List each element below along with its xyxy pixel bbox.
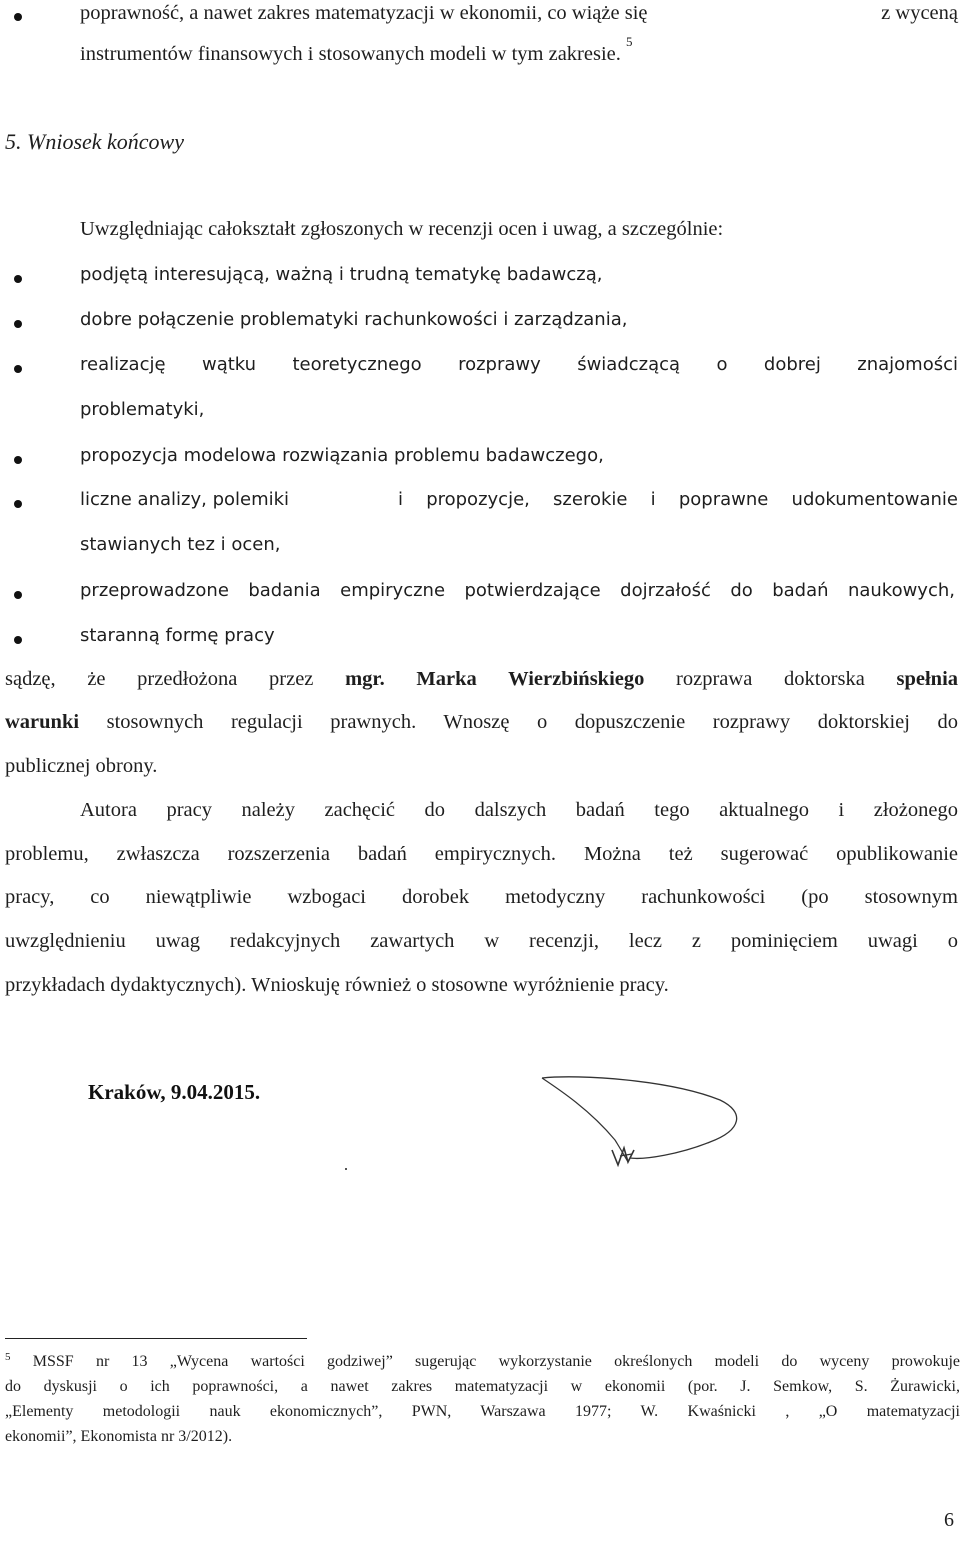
footnote-separator	[5, 1338, 307, 1339]
list-item: podjętą interesującą, ważną i trudną tematykę badawczą,	[80, 264, 603, 285]
bullet-dot	[14, 320, 22, 328]
section-intro: Uwzględniając całokształt zgłoszonych w recenzji ocen i uwag, a szczególnie:	[80, 218, 724, 240]
paragraph-line: przykładach dydaktycznych). Wnioskuję również o stosowne wyróżnienie pracy.	[5, 974, 669, 996]
bullet-dot	[14, 636, 22, 644]
list-item: staranną formę pracy	[80, 625, 275, 646]
conclusion-line1: sądzę, że przedłożona przez mgr. Marka Wierzbińskiego rozprawa doktorska spełnia	[5, 668, 959, 690]
signature-image	[520, 1070, 760, 1180]
bullet-dot	[14, 591, 22, 599]
bullet-dot	[14, 365, 22, 373]
list-item-continuation: problematyki,	[80, 399, 205, 420]
footnote-ref[interactable]: 5	[626, 34, 633, 49]
footnote-line: „Elementy metodologii nauk ekonomicznych”, PWN, Warszawa 1977; W. Kwaśnicki , „O matematyzacji	[5, 1403, 960, 1420]
ink-dot	[345, 1168, 347, 1170]
page-number: 6	[944, 1509, 954, 1531]
list-item-continuation: stawianych tez i ocen,	[80, 534, 281, 555]
list-item: przeprowadzone badania empiryczne potwierdzające dojrzałość do badań naukowych,	[80, 580, 955, 601]
footnote-line: do dyskusji o ich poprawności, a nawet zakres matematyzacji w ekonomii (por. J. Semkow, S. Żurawicki,	[5, 1378, 960, 1395]
list-item: propozycja modelowa rozwiązania problemu badawczego,	[80, 445, 604, 466]
paragraph-line: uwzględnieniu uwag redakcyjnych zawartych w recenzji, lecz z pominięciem uwagi o	[5, 930, 958, 952]
conclusion-line3: publicznej obrony.	[5, 755, 158, 777]
footnote-line: $^5$ MSSF nr 13 „Wycena wartości godziwej” sugerując wykorzystanie określonych modeli do wyceny prowokuje	[5, 1351, 960, 1370]
section-heading: 5. Wniosek końcowy	[5, 129, 184, 154]
conclusion-line2: warunki stosownych regulacji prawnych. Wnoszę o dopuszczenie rozprawy doktorskiej do	[5, 711, 959, 733]
list-item: realizację wątku teoretycznego rozprawy świadczącą o dobrej znajomości	[80, 354, 958, 375]
paragraph-line: problemu, zwłaszcza rozszerzenia badań empirycznych. Można też sugerować opublikowanie	[5, 843, 958, 865]
paragraph-line: pracy, co niewątpliwie wzbogaci dorobek metodyczny rachunkowości (po stosownym	[5, 886, 958, 908]
bullet-dot	[14, 500, 22, 508]
list-item: liczne analizy, polemiki i propozycje, szerokie i poprawne udokumentowanie	[80, 489, 958, 510]
footnote-line: ekonomii”, Ekonomista nr 3/2012).	[5, 1428, 233, 1445]
place-date: Kraków, 9.04.2015.	[88, 1080, 261, 1104]
paragraph-line: Autora pracy należy zachęcić do dalszych badań tego aktualnego i złożonego	[80, 799, 958, 821]
bullet-item-line2: instrumentów finansowych i stosowanych modeli w tym zakresie. $^5$	[80, 34, 633, 65]
bullet-dot	[14, 275, 22, 283]
list-item: dobre połączenie problematyki rachunkowości i zarządzania,	[80, 309, 628, 330]
bullet-item-line1: poprawność, a nawet zakres matematyzacji w ekonomii, co wiąże się z wyceną	[80, 2, 958, 24]
bullet-dot	[14, 13, 22, 21]
bullet-dot	[14, 456, 22, 464]
